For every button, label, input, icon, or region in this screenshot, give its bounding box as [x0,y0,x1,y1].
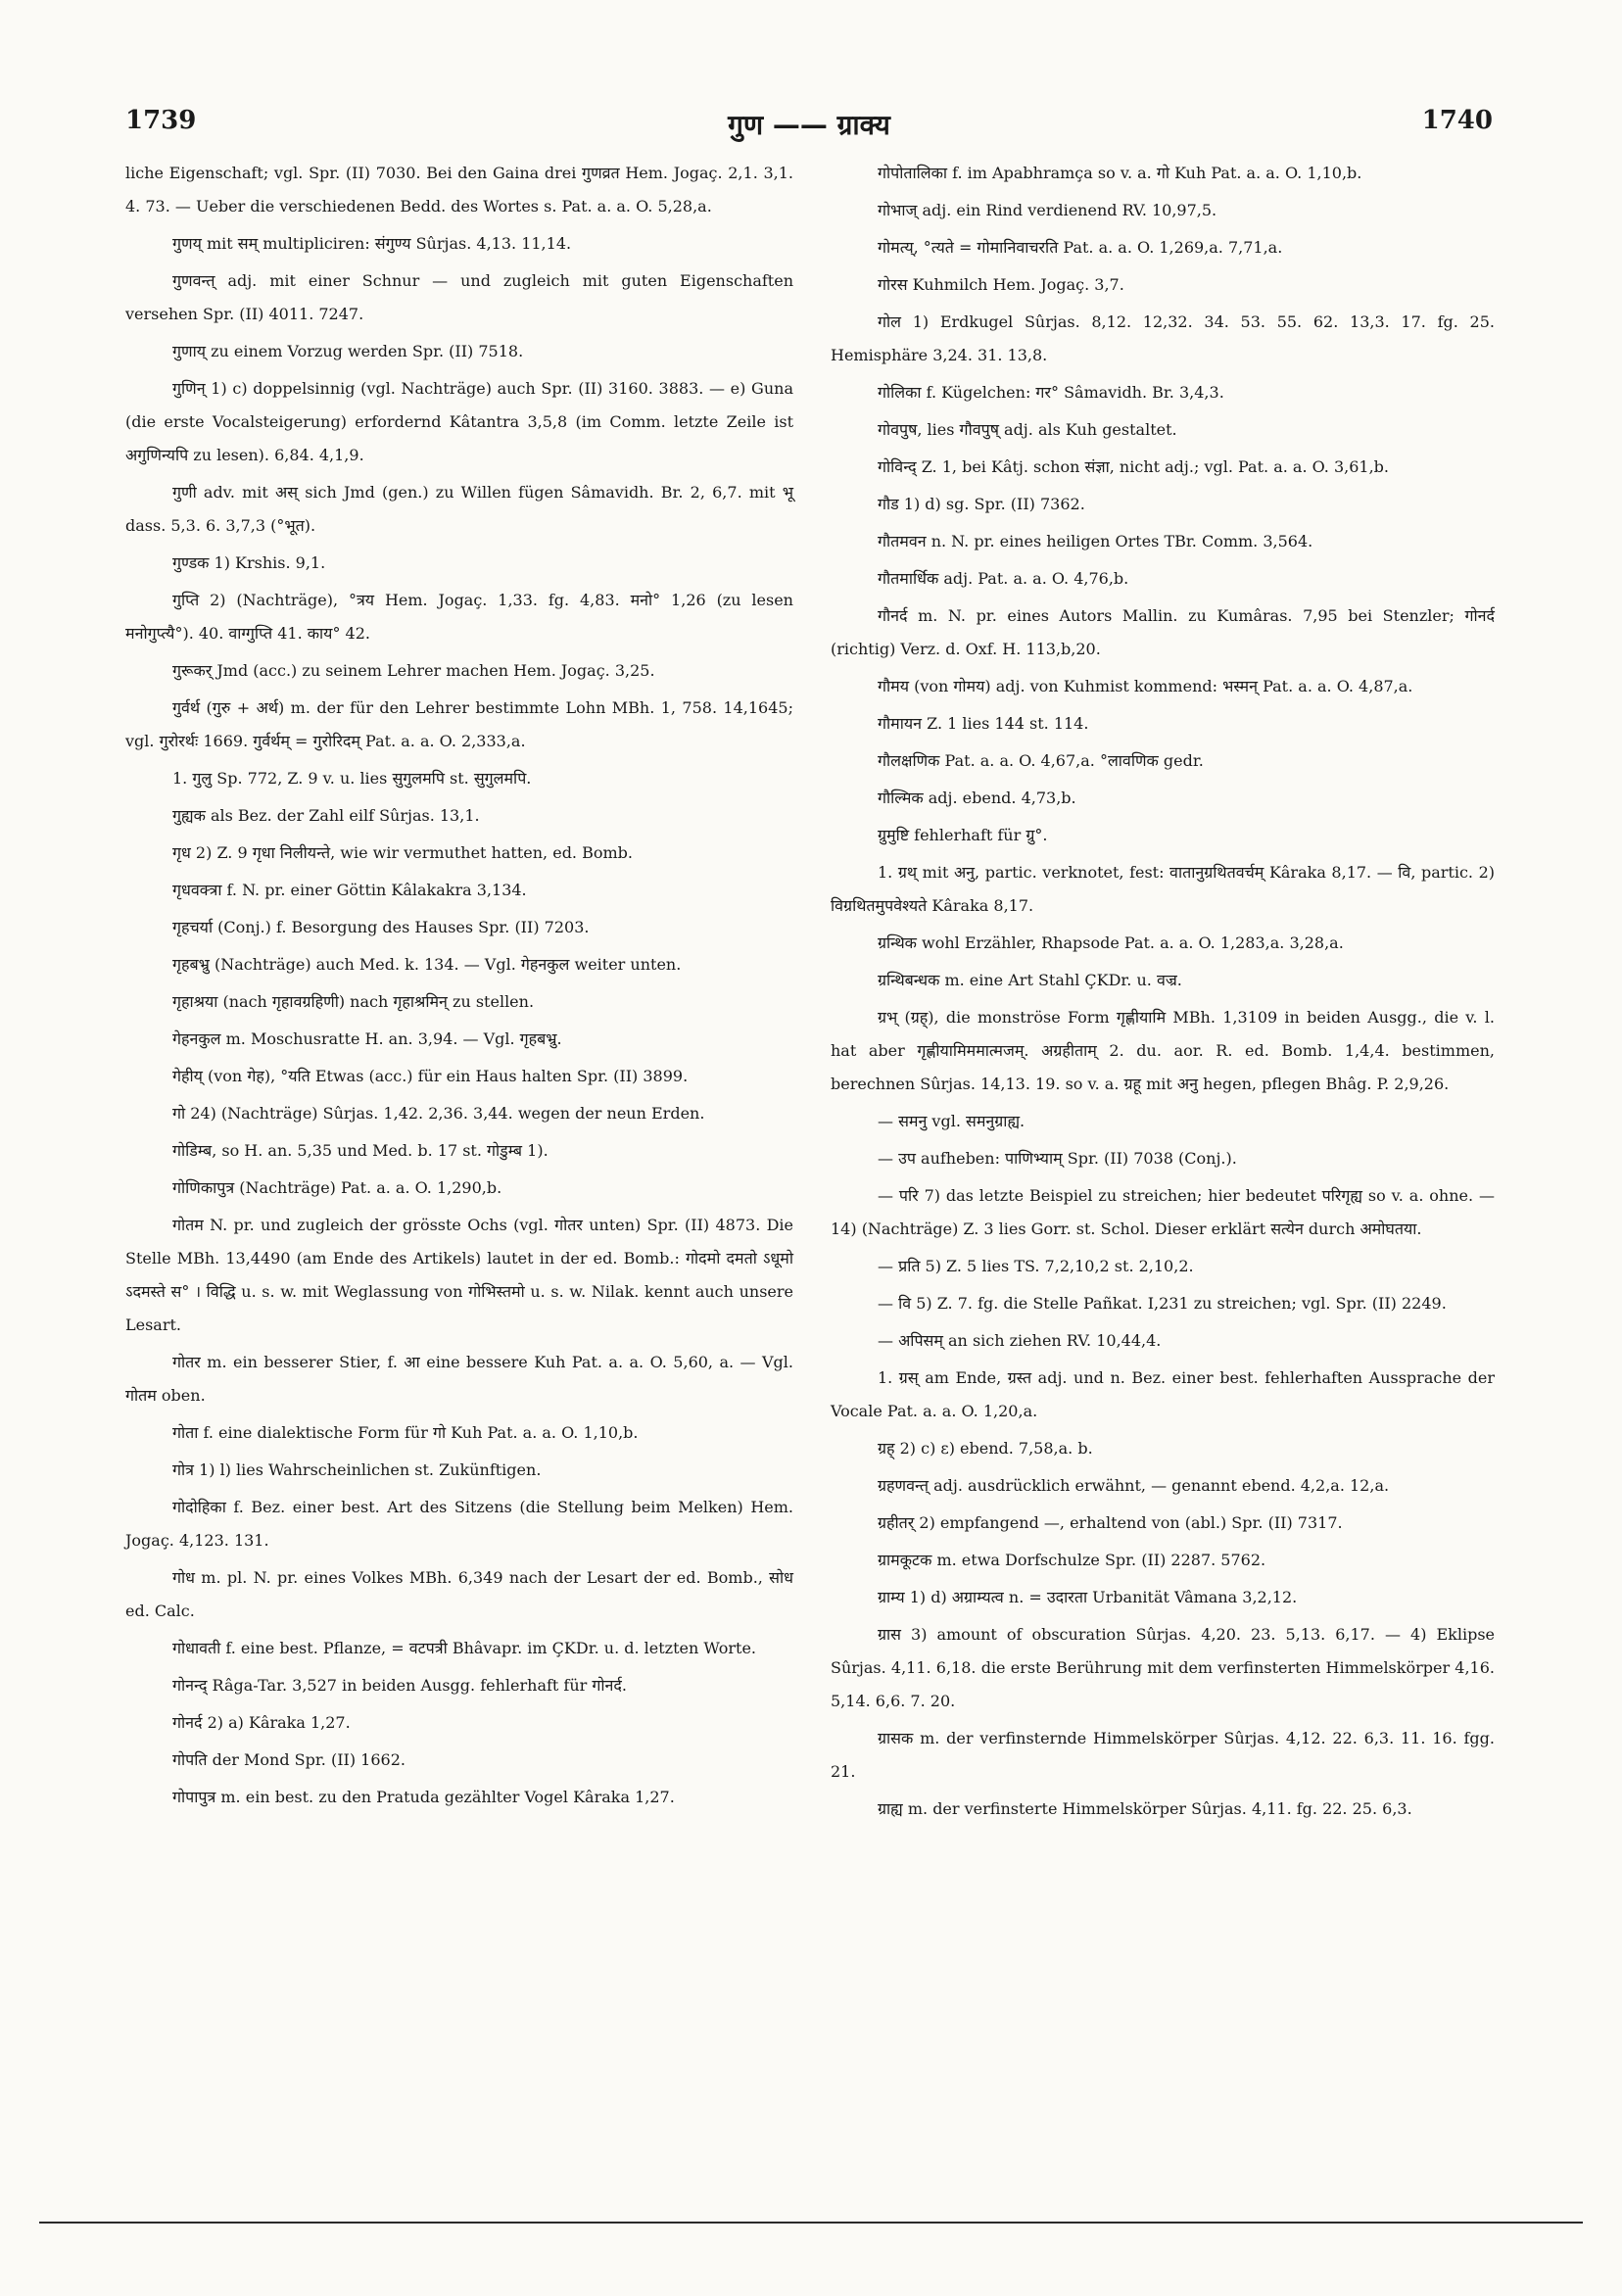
dictionary-entry: गोता f. eine dialektische Form für गो Kuh Pat. a. a. O. 1,10,b. [172,1423,639,1442]
dictionary-entry: गोपापुत्र m. ein best. zu den Pratuda gezählter Vogel Kâraka 1,27. [172,1788,675,1806]
dictionary-entry: ग्राम्य 1) d) अग्राम्यत्व n. = उदारता Urbanität Vâmana 3,2,12. [878,1588,1298,1606]
dictionary-entry: ग्रन्थिक wohl Erzähler, Rhapsode Pat. a. a. O. 1,283,a. 3,28,a. [878,933,1344,952]
dictionary-entry: गुरूकर् Jmd (acc.) zu seinem Lehrer machen Hem. Jogaç. 3,25. [172,661,655,680]
page-number-right: 1740 [1421,106,1493,135]
dictionary-entry: — प्रति 5) Z. 5 lies TS. 7,2,10,2 st. 2,10,2. [878,1257,1194,1275]
dictionary-entry: गोवपुष, lies गौवपुष् adj. als Kuh gestaltet. [878,420,1177,439]
dictionary-entry: गौतमवन n. N. pr. eines heiligen Ortes TBr. Comm. 3,564. [878,532,1313,550]
dictionary-entry: गुणवन्त् adj. mit einer Schnur — und zugleich mit guten Eigenschaften versehen Spr. (II) 4011. 7247. [125,271,793,323]
dictionary-entry: गोदोहिका f. Bez. einer best. Art des Sitzens (die Stellung beim Melken) Hem. Jogaç. 4,123. 131. [125,1498,793,1550]
dictionary-entry: गोपोतालिका f. im Apabhramça so v. a. गो Kuh Pat. a. a. O. 1,10,b. [878,164,1362,182]
dictionary-entry: गोध m. pl. N. pr. eines Volkes MBh. 6,349 nach der Lesart der ed. Bomb., सोध ed. Calc. [125,1568,793,1620]
right-column [831,157,1495,1830]
dictionary-entry: गोडिम्ब, so H. an. 5,35 und Med. b. 17 st. गोडुम्ब 1). [172,1141,549,1160]
dictionary-entry: गोणिकापुत्र (Nachträge) Pat. a. a. O. 1,290,b. [172,1178,502,1197]
dictionary-entry: गृहचर्या (Conj.) f. Besorgung des Hauses Spr. (II) 7203. [172,918,590,936]
dictionary-entry: गेहीय् (von गेह), °यति Etwas (acc.) für ein Haus halten Spr. (II) 3899. [172,1067,689,1085]
dictionary-entry: — समनु vgl. समनुग्राह्य. [878,1112,1026,1130]
dictionary-entry: गोपति der Mond Spr. (II) 1662. [172,1750,406,1769]
dictionary-entry: गुणय् mit सम् multipliciren: संगुण्य Sûrjas. 4,13. 11,14. [172,234,572,253]
running-head: गुण —— ग्राक्य [728,109,890,141]
dictionary-entry: गृहबभ्रु (Nachträge) auch Med. k. 134. — Vgl. गेहनकुल weiter unten. [172,955,682,974]
dictionary-entry: गेहनकुल m. Moschusratte H. an. 3,94. — Vgl. गृहबभ्रु. [172,1029,562,1048]
dictionary-entry: — परि 7) das letzte Beispiel zu streichen; hier bedeutet परिगृह्य so v. a. ohne. — 14) (Nachträge) Z. 3 lies Gorr. st. Schol. Dieser erklärt सत्येन durch अमोघतया. [831,1186,1495,1238]
bottom-rule [39,2222,1583,2224]
page-number-left: 1739 [125,106,197,135]
dictionary-entry: गौड 1) d) sg. Spr. (II) 7362. [878,495,1085,513]
dictionary-entry: गोधावती f. eine best. Pflanze, = वटपत्री Bhâvapr. im ÇKDr. u. d. letzten Worte. [172,1639,757,1657]
dictionary-entry: गोमत्य्, °त्यते = गोमानिवाचरति Pat. a. a. O. 1,269,a. 7,71,a. [878,238,1283,257]
dictionary-entry: गृहाश्रया (nach गृहावग्रहिणी) nach गृहाश्रमिन् zu stellen. [172,992,535,1011]
dictionary-entry: गोरस Kuhmilch Hem. Jogaç. 3,7. [878,275,1124,294]
dictionary-entry: गौल्मिक adj. ebend. 4,73,b. [878,789,1076,807]
dictionary-entry: गौतमार्धिक adj. Pat. a. a. O. 4,76,b. [878,569,1129,588]
dictionary-entry: गौमय (von गोमय) adj. von Kuhmist kommend: भस्मन् Pat. a. a. O. 4,87,a. [878,677,1413,695]
dictionary-entry: गुर्वर्थ (गुरु + अर्थ) m. der für den Lehrer bestimmte Lohn MBh. 1, 758. 14,1645; vgl. गुरोरर्थः 1669. गुर्वर्थम् = गुरोरिदम् Pat. a. a. O. 2,333,a. [125,698,793,750]
dictionary-entry: ग्रहणवन्त् adj. ausdrücklich erwähnt, — genannt ebend. 4,2,a. 12,a. [878,1476,1390,1495]
page-header [125,106,1493,145]
dictionary-entry: गुह्यक als Bez. der Zahl eilf Sûrjas. 13,1. [172,806,480,825]
dictionary-entry: गृध 2) Z. 9 गृधा निलीयन्ते, wie wir vermuthet hatten, ed. Bomb. [172,843,633,862]
dictionary-entry: गुणी adv. mit अस् sich Jmd (gen.) zu Willen fügen Sâmavidh. Br. 2, 6,7. mit भू dass. 5,3. 6. 3,7,3 (°भूत). [125,483,793,535]
dictionary-entry: गो 24) (Nachträge) Sûrjas. 1,42. 2,36. 3,44. wegen der neun Erden. [172,1104,705,1123]
dictionary-entry: liche Eigenschaft; vgl. Spr. (II) 7030. Bei den Gaina drei गुणव्रत Hem. Jogaç. 2,1. 3,1. 4. 73. — Ueber die verschiedenen Bedd. des Wortes s. Pat. a. a. O. 5,28,a. [125,164,793,215]
dictionary-entry: ग्रुमुष्टि fehlerhaft für ग्रु°. [878,826,1048,844]
dictionary-entry: ग्रहीतर् 2) empfangend —, erhaltend von (abl.) Spr. (II) 7317. [878,1513,1343,1532]
dictionary-entry: गोनन्द् Râga-Tar. 3,527 in beiden Ausgg. fehlerhaft für गोनर्द. [172,1676,628,1695]
dictionary-entry: गोतर m. ein besserer Stier, f. आ eine bessere Kuh Pat. a. a. O. 5,60, a. — Vgl. गोतम oben. [125,1353,793,1405]
dictionary-entry: गोतम N. pr. und zugleich der grösste Ochs (vgl. गोतर unten) Spr. (II) 4873. Die Stelle MBh. 13,4490 (am Ende des Artikels) lautet in der ed. Bomb.: गोदमो दमतो ऽधूमो ऽदमस्ते स° । विद्धि u. s. w. mit Weglassung von गोभिस्तमो u. s. w. Nilak. kennt auch unsere Lesart. [125,1216,793,1334]
dictionary-entry: गोत्र 1) l) lies Wahrscheinlichen st. Zukünftigen. [172,1460,542,1479]
dictionary-entry: गौनर्द m. N. pr. eines Autors Mallin. zu Kumâras. 7,95 bei Stenzler; गोनर्द (richtig) Verz. d. Oxf. H. 113,b,20. [831,606,1495,658]
dictionary-entry: गुण्डक 1) Krshis. 9,1. [172,553,326,572]
dictionary-entry: गुणाय् zu einem Vorzug werden Spr. (II) 7518. [172,342,524,360]
left-column [125,157,793,1818]
dictionary-entry: — उप aufheben: पाणिभ्याम् Spr. (II) 7038 (Conj.). [878,1149,1237,1168]
dictionary-entry: 1. ग्रथ् mit अनु, partic. verknotet, fest: वातानुग्रथितवर्चम् Kâraka 8,17. — वि, partic. 2) विग्रथितमुपवेश्यते Kâraka 8,17. [831,863,1495,915]
dictionary-entry: ग्रभ् (ग्रह्), die monströse Form गृह्णीयामि MBh. 1,3109 in beiden Ausgg., die v. l. hat aber गृह्णीयामिममात्मजम्. अग्रहीताम् 2. du. aor. R. ed. Bomb. 1,4,4. bestimmen, berechnen Sûrjas. 14,13. 19. so v. a. ग्रहू mit अनु hegen, pflegen Bhâg. P. 2,9,26. [831,1008,1495,1093]
dictionary-entry: ग्रासक m. der verfinsternde Himmelskörper Sûrjas. 4,12. 22. 6,3. 11. 16. fgg. 21. [831,1729,1495,1781]
dictionary-entry: गुणिन् 1) c) doppelsinnig (vgl. Nachträge) auch Spr. (II) 3160. 3883. — e) Guna (die erste Vocalsteigerung) erfordernd Kâtantra 3,5,8 (im Comm. letzte Zeile ist अगुणिन्यपि zu lesen). 6,84. 4,1,9. [125,379,793,464]
dictionary-entry: गृधवक्त्रा f. N. pr. einer Göttin Kâlakakra 3,134. [172,881,527,899]
dictionary-entry: 1. ग्रस् am Ende, ग्रस्त adj. und n. Bez. einer best. fehlerhaften Aussprache der Vocale Pat. a. a. O. 1,20,a. [831,1368,1495,1420]
dictionary-entry: ग्राह्य m. der verfinsterte Himmelskörper Sûrjas. 4,11. fg. 22. 25. 6,3. [878,1799,1412,1818]
dictionary-entry: गोभाज् adj. ein Rind verdienend RV. 10,97,5. [878,201,1217,219]
dictionary-entry: — वि 5) Z. 7. fg. die Stelle Pañkat. I,231 zu streichen; vgl. Spr. (II) 2249. [878,1294,1447,1313]
dictionary-entry: गोनर्द 2) a) Kâraka 1,27. [172,1713,351,1732]
dictionary-entry: गौलक्षणिक Pat. a. a. O. 4,67,a. °लावणिक gedr. [878,751,1204,770]
dictionary-entry: ग्रह् 2) c) ε) ebend. 7,58,a. b. [878,1439,1093,1458]
dictionary-entry: गोल 1) Erdkugel Sûrjas. 8,12. 12,32. 34. 53. 55. 62. 13,3. 17. fg. 25. Hemisphäre 3,24. 31. 13,8. [831,312,1495,364]
dictionary-entry: 1. गुलु Sp. 772, Z. 9 v. u. lies सुगुलमपि st. सुगुलमपि. [172,769,532,788]
dictionary-entry: — अपिसम् an sich ziehen RV. 10,44,4. [878,1331,1162,1350]
dictionary-entry: ग्रामकूटक m. etwa Dorfschulze Spr. (II) 2287. 5762. [878,1551,1266,1569]
dictionary-entry: गोविन्द् Z. 1, bei Kâtj. schon संज्ञा, nicht adj.; vgl. Pat. a. a. O. 3,61,b. [878,457,1390,476]
dictionary-entry: ग्रन्थिबन्धक m. eine Art Stahl ÇKDr. u. वज्र. [878,971,1182,989]
dictionary-entry: गौमायन Z. 1 lies 144 st. 114. [878,714,1089,733]
dictionary-entry: ग्रास 3) amount of obscuration Sûrjas. 4,20. 23. 5,13. 6,17. — 4) Eklipse Sûrjas. 4,11. 6,18. die erste Berührung mit dem verfinsterten Himmelskörper 4,16. 5,14. 6,6. 7. 20. [831,1625,1495,1710]
dictionary-entry: गुप्ति 2) (Nachträge), °त्रय Hem. Jogaç. 1,33. fg. 4,83. मनो° 1,26 (zu lesen मनोगुप्त्यै°). 40. वाग्गुप्ति 41. काय° 42. [125,591,793,643]
dictionary-entry: गोलिका f. Kügelchen: गर° Sâmavidh. Br. 3,4,3. [878,383,1224,402]
